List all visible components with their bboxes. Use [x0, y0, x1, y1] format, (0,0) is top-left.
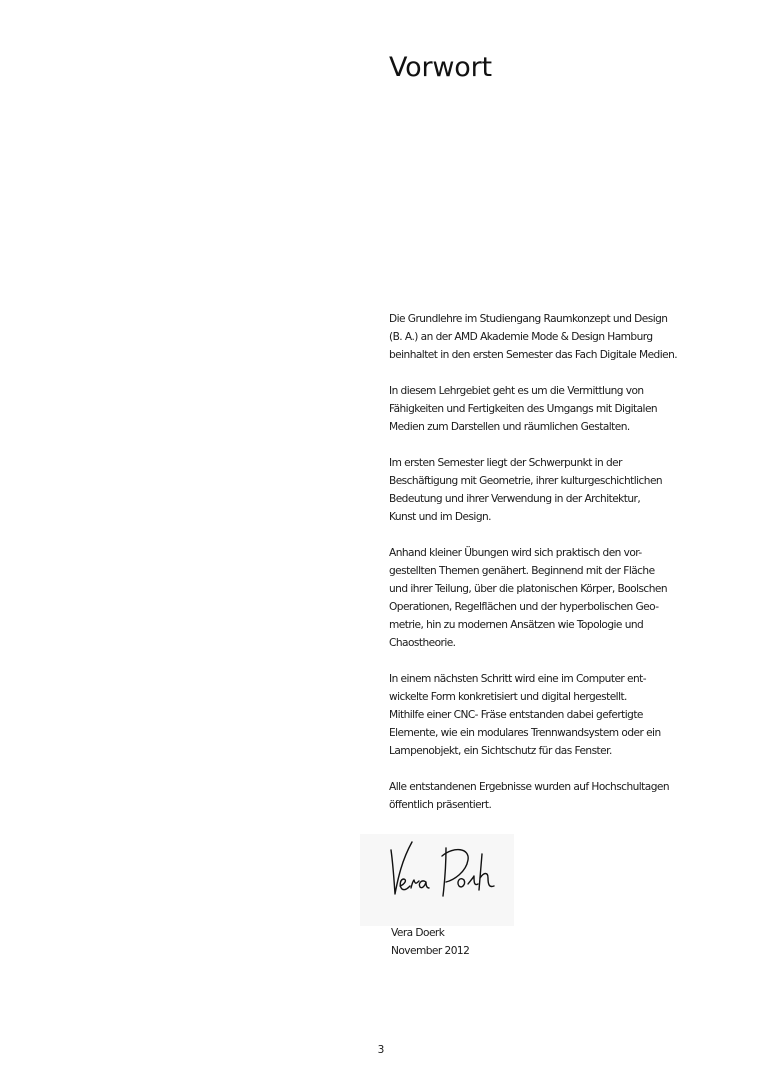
paragraph [389, 310, 709, 364]
text-line: Fähigkeiten und Fertigkeiten des Umgangs mit Digitalen [389, 403, 658, 415]
page-title: Vorwort [389, 52, 492, 83]
text-line: Operationen, Regelflächen und der hyperbolischen Geo- [389, 601, 659, 613]
text-line: Mithilfe einer CNC- Fräse entstanden dabei gefertigte [389, 709, 643, 721]
foreword-body [389, 310, 709, 814]
page-number-label: 3 [377, 1044, 385, 1056]
text-line: Lampenobjekt, ein Sichtschutz für das Fenster. [389, 745, 612, 757]
text-line: (B. A.) an der AMD Akademie Mode & Design Hamburg [389, 331, 653, 343]
text-line: Anhand kleiner Übungen wird sich praktisch den vor- [389, 547, 642, 559]
text-line: wickelte Form konkretisiert und digital hergestellt. [389, 691, 627, 703]
page-number [0, 1043, 764, 1057]
text-line: und ihrer Teilung, über die platonischen Körper, Boolschen [389, 583, 667, 595]
signer-name: Vera Doerk [391, 927, 445, 939]
paragraph [389, 382, 709, 436]
text-line: Elemente, wie ein modulares Trennwandsystem oder ein [389, 727, 661, 739]
text-line: Medien zum Darstellen und räumlichen Gestalten. [389, 421, 630, 433]
text-line: Im ersten Semester liegt der Schwerpunkt in der [389, 457, 622, 469]
signer-block [391, 924, 469, 960]
text-line: metrie, hin zu modernen Ansätzen wie Topologie und [389, 619, 644, 631]
paragraph [389, 544, 709, 652]
text-line: In diesem Lehrgebiet geht es um die Vermittlung von [389, 385, 644, 397]
text-line: Alle entstandenen Ergebnisse wurden auf Hochschultagen [389, 781, 670, 793]
text-line: In einem nächsten Schritt wird eine im Computer ent- [389, 673, 647, 685]
text-line: Die Grundlehre im Studiengang Raumkonzept und Design [389, 313, 668, 325]
paragraph [389, 670, 709, 760]
signature-image [360, 834, 514, 926]
text-line: Chaostheorie. [389, 637, 456, 649]
text-line: Beschäftigung mit Geometrie, ihrer kulturgeschichtlichen [389, 475, 663, 487]
text-line: beinhaltet in den ersten Semester das Fach Digitale Medien. [389, 349, 678, 361]
text-line: Bedeutung und ihrer Verwendung in der Architektur, [389, 493, 641, 505]
text-line: öffentlich präsentiert. [389, 799, 492, 811]
paragraph [389, 778, 709, 814]
signature-icon [360, 834, 514, 926]
text-line: Kunst und im Design. [389, 511, 491, 523]
text-line: gestellten Themen genähert. Beginnend mit der Fläche [389, 565, 655, 577]
paragraph [389, 454, 709, 526]
signer-date: November 2012 [391, 945, 470, 957]
